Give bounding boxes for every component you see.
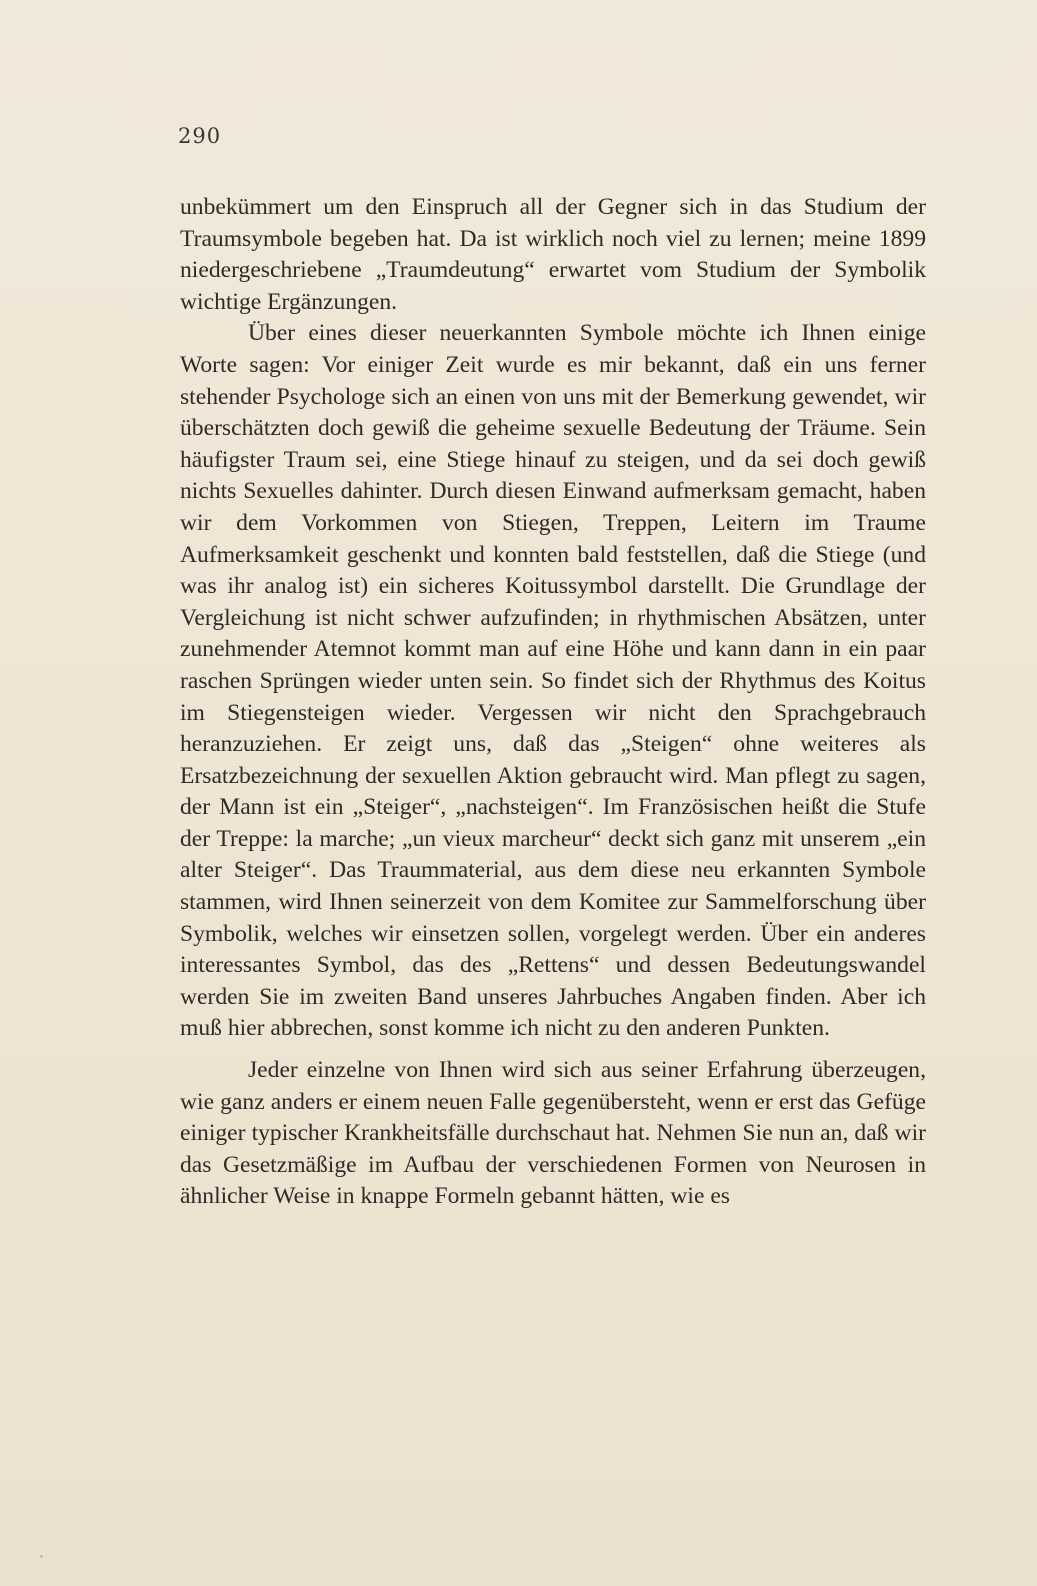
paragraph-experience: Jeder einzelne von Ihnen wird sich aus seiner Erfahrung überzeugen, wie ganz anders er einem neuen Falle gegenübersteht, wenn er erst das Gefüge einiger typischer Krankheitsfälle durchschaut hat. Nehmen Sie nun an, daß wir das Gesetzmäßige im Aufbau der verschiedenen Formen von Neurosen in ähnlicher Weise in knappe Formeln gebannt hätten, wie es — [180, 1057, 926, 1210]
page-number: 290 — [178, 124, 222, 148]
paper-spot — [40, 1555, 43, 1558]
body-text — [180, 192, 926, 1213]
paragraph-symbols: Über eines dieser neuerkannten Symbole möchte ich Ihnen einige Worte sagen: Vor einiger Zeit wurde es mir bekannt, daß ein uns ferner stehender Psychologe sich an einen von uns mit der Bemerkung gewendet, wir überschätzten doch gewiß die geheime sexuelle Bedeutung der Träume. Sein häufigster Traum sei, eine Stiege hinauf zu steigen, und da sei doch gewiß nichts Sexuelles dahinter. Durch diesen Einwand aufmerksam gemacht, haben wir dem Vorkommen von Stiegen, Treppen, Leitern im Traume Aufmerksamkeit geschenkt und konnten bald feststellen, daß die Stiege (und was ihr analog ist) ein sicheres Koitussymbol darstellt. Die Grundlage der Vergleichung ist nicht schwer aufzufinden; in rhythmischen Absätzen, unter zunehmender Atemnot kommt man auf eine Höhe und kann dann in ein paar raschen Sprüngen wieder unten sein. So findet sich der Rhythmus des Koitus im Stiegensteigen wieder. Vergessen wir nicht den Sprachgebrauch heranzuziehen. Er zeigt uns, daß das „Steigen“ ohne weiteres als Ersatzbezeichnung der sexuellen Aktion gebraucht wird. Man pflegt zu sagen, der Mann ist ein „Steiger“, „nachsteigen“. Im Französischen heißt die Stufe der Treppe: la marche; „un vieux marcheur“ deckt sich ganz mit unserem „ein alter Steiger“. Das Traummaterial, aus dem diese neu erkannten Symbole stammen, wird Ihnen seinerzeit von dem Komitee zur Sammelforschung über Symbolik, welches wir einsetzen sollen, vorgelegt werden. Über ein anderes interessantes Symbol, das des „Rettens“ und dessen Bedeutungswandel werden Sie im zweiten Band unseres Jahrbuches Angaben finden. Aber ich muß hier abbrechen, sonst komme ich nicht zu den anderen Punkten. — [180, 320, 926, 1042]
paragraph-continuation: unbekümmert um den Einspruch all der Gegner sich in das Studium der Traumsymbole begeben hat. Da ist wirklich noch viel zu lernen; meine 1899 niedergeschriebene „Traumdeutung“ erwartet vom Studium der Symbolik wichtige Ergänzungen. — [180, 194, 926, 315]
